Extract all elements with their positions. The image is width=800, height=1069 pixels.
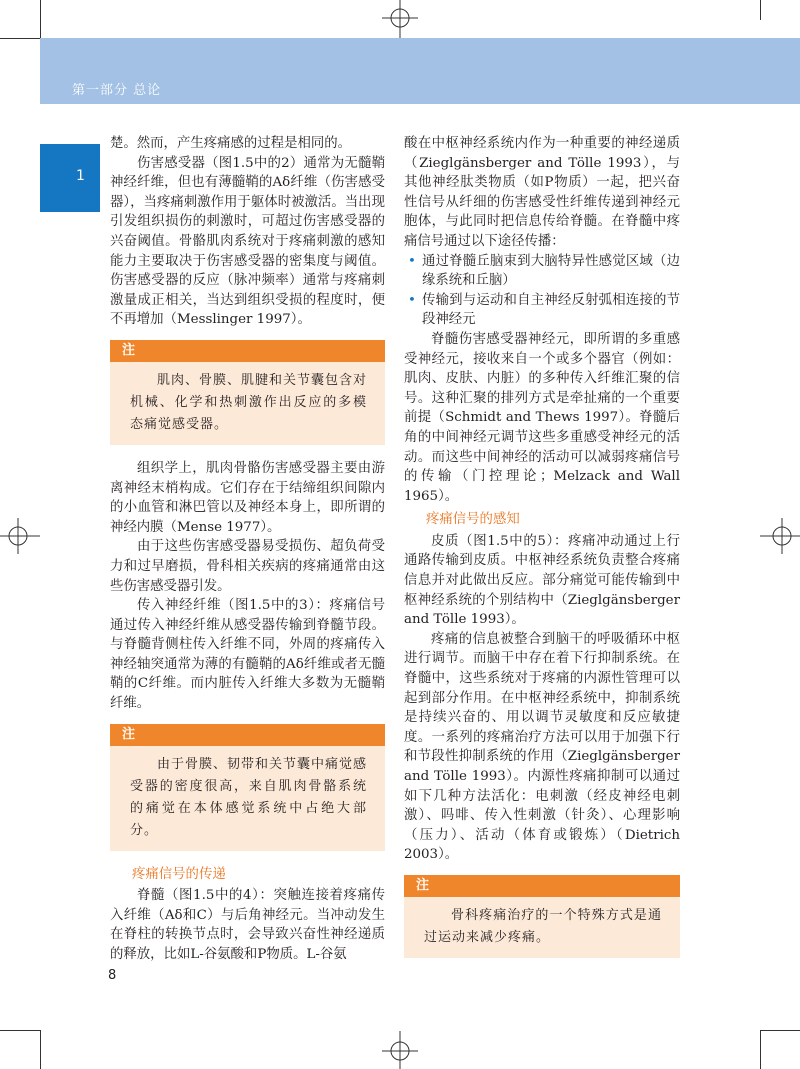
- note-box: [110, 724, 385, 851]
- paragraph: 伤害感受器（图1.5中的2）通常为无髓鞘神经纤维，但也有薄髓鞘的Aδ纤维（伤害感受器），当疼痛刺激作用于躯体时被激活。当出现引发组织损伤的刺激时，可超过伤害感受器的兴奋阈值。骨骼肌肉系统对于疼痛刺激的感知能力主要取决于伤害感受器的密集度与阈值。伤害感受器的反应（脉冲频率）通常与疼痛刺激量成正相关，当达到组织受损的程度时，便不再增加（Messlinger 1997）。: [110, 155, 385, 328]
- paragraph: 疼痛的信息被整合到脑干的呼吸循环中枢进行调节。而脑干中存在着下行抑制系统。在脊髓中，这些系统对于疼痛的内源性管理可以起到部分作用。在中枢神经系统中，抑制系统是持续兴奋的、用以调节灵敏度和反应敏捷度。一系列的疼痛治疗方法可以用于加强下行和节段性抑制系统的作用（Zieglgänsberger and Tölle 1993）。内源性疼痛抑制可以通过如下几种方法活化：电刺激（经皮神经电刺激）、吗啡、传入性刺激（针灸）、心理影响（压力）、活动（体育或锻炼）（Dietrich 2003）。: [404, 631, 680, 863]
- registration-mark-left: [0, 514, 40, 558]
- registration-mark-right: [760, 514, 800, 558]
- chapter-tab: [40, 144, 100, 212]
- crop-mark: [40, 0, 41, 38]
- bullet-icon: •: [408, 253, 416, 269]
- crop-mark: [0, 1030, 40, 1031]
- bullet-icon: •: [408, 292, 416, 308]
- crop-mark: [760, 1030, 761, 1069]
- paragraph: 由于这些伤害感受器易受损伤、超负荷受力和过早磨损，骨科相关疾病的疼痛通常由这些伤害感受器引发。: [110, 539, 385, 594]
- right-column: [404, 134, 680, 972]
- crop-mark: [760, 1030, 800, 1031]
- paragraph: 酸在中枢神经系统内作为一种重要的神经递质（Zieglgänsberger and Tölle 1993），与其他神经肽类物质（如P物质）一起，把兴奋性信号从纤细的伤害感受性纤维传递到神经元胞体，与此同时把信息传给脊髓。在脊髓中疼痛信号通过以下途径传播：: [404, 136, 680, 249]
- note-text: 肌肉、骨膜、肌腱和关节囊包含对机械、化学和热刺激作出反应的多模态痛觉感受器。: [110, 362, 385, 445]
- note-box: [404, 875, 680, 958]
- bullet-text: 传输到与运动和自主神经反射弧相连接的节段神经元: [422, 292, 680, 328]
- bullet-item: [404, 291, 680, 330]
- note-text: 骨科疼痛治疗的一个特殊方式是通过运动来减少疼痛。: [404, 897, 680, 958]
- page-number: 8: [108, 968, 117, 983]
- subheading: 疼痛信号的感知: [426, 512, 520, 528]
- subheading: 疼痛信号的传递: [132, 866, 226, 882]
- bullet-item: [404, 252, 680, 291]
- left-column: [110, 134, 385, 965]
- crop-mark: [40, 1030, 41, 1069]
- paragraph: 组织学上，肌肉骨骼伤害感受器主要由游离神经末梢构成。它们存在于结缔组织间隙内的小血管和淋巴管以及神经本身上，即所谓的神经内膜（Mense 1977）。: [110, 460, 385, 535]
- registration-mark-top: [378, 0, 422, 38]
- paragraph: 脊髓伤害感受器神经元，即所谓的多重感受神经元，接收来自一个或多个器官（例如：肌肉、皮肤、内脏）的多种传入纤维汇聚的信号。这种汇聚的排列方式是牵扯痛的一个重要前提（Schmidt and Thews 1997）。脊髓后角的中间神经元调节这些多重感受神经元的活动。而这些中间神经的活动可以减弱疼痛信号的传输（门控理论；Melzack and Wall 1965）。: [404, 331, 680, 504]
- paragraph: 皮质（图1.5中的5）：疼痛冲动通过上行通路传输到皮质。中枢神经系统负责整合疼痛信息并对此做出反应。部分痛觉可能传输到中枢神经系统的个别结构中（Zieglgänsberger and Tölle 1993）。: [404, 533, 680, 628]
- note-heading: 注: [110, 340, 385, 362]
- paragraph: 传入神经纤维（图1.5中的3）：疼痛信号通过传入神经纤维从感受器传输到脊髓节段。与脊髓背侧柱传入纤维不同，外周的疼痛传入神经轴突通常为薄的有髓鞘的Aδ纤维或者无髓鞘的C纤维。而内脏传入纤维大多数为无髓鞘纤维。: [110, 598, 385, 712]
- section-title: 第一部分 总论: [72, 83, 162, 98]
- note-heading: 注: [404, 875, 680, 897]
- crop-mark: [0, 38, 40, 39]
- paragraph: 脊髓（图1.5中的4）：突触连接着疼痛传入纤维（Aδ和C）与后角神经元。当冲动发生在脊柱的转换节点时，会导致兴奋性神经递质的释放，比如L-谷氨酸和P物质。L-谷氨: [110, 888, 385, 963]
- paragraph: 楚。然而，产生疼痛感的过程是相同的。: [110, 136, 352, 151]
- note-text: 由于骨膜、韧带和关节囊中痛觉感受器的密度很高，来自肌肉骨骼系统的痛觉在本体感觉系统中占绝大部分。: [110, 746, 385, 851]
- registration-mark-bottom: [378, 1031, 422, 1069]
- note-heading: 注: [110, 724, 385, 746]
- chapter-number: 1: [76, 168, 85, 184]
- bullet-text: 通过脊髓丘脑束到大脑特异性感觉区域（边缘系统和丘脑）: [422, 253, 680, 289]
- note-box: [110, 340, 385, 445]
- crop-mark: [760, 0, 761, 20]
